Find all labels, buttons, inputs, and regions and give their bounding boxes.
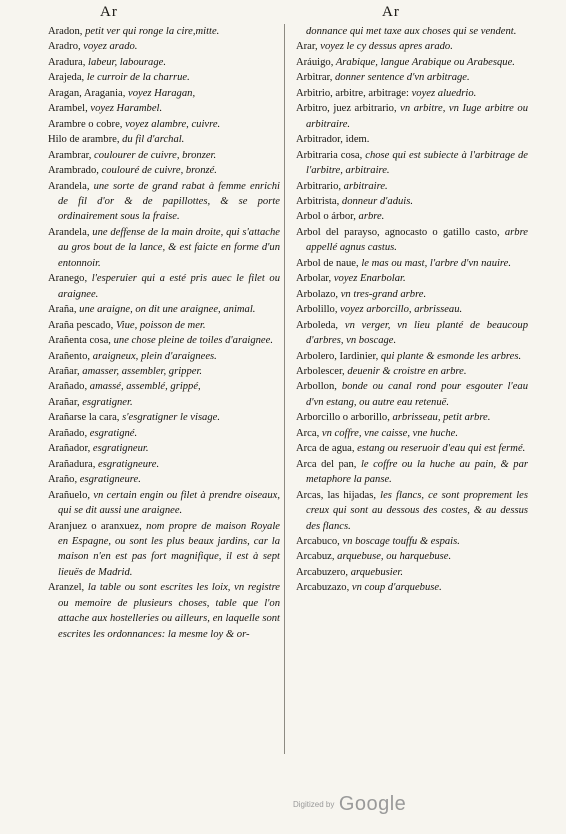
entry-definition: le coffre ou la huche au pain, & par metaphore la panse. xyxy=(306,458,528,486)
entry-headword: Araña pescado, xyxy=(48,319,114,331)
entry-definition: Arabique, langue Arabique ou Arabesque. xyxy=(333,56,515,68)
dictionary-entry xyxy=(296,534,528,549)
dictionary-entry xyxy=(48,302,280,317)
entry-headword: Arbol de naue, xyxy=(296,257,359,269)
entry-definition: arbre appellé agnus castus. xyxy=(306,226,528,254)
dictionary-entry xyxy=(296,271,528,286)
dictionary-entry xyxy=(296,55,528,70)
entry-headword: Arbitraria cosa, xyxy=(296,149,363,161)
entry-headword: Arca de agua, xyxy=(296,443,355,455)
entry-definition: vn coup d'arquebuse. xyxy=(349,582,442,594)
dictionary-entry xyxy=(296,364,528,379)
entry-headword: Arandela, xyxy=(48,180,90,192)
entry-headword: Arbitrar, xyxy=(296,72,333,84)
entry-definition: la table ou sont escrites les loix, vn registre ou memoire de plusieurs choses, table que l'on attache aux hostelleries ou ailleurs, en laquelle sont escrites les ordonnances: la mesme loy & or- xyxy=(58,582,280,640)
entry-headword: Arca del pan, xyxy=(296,458,357,470)
entry-headword: Aranjuez o aranxuez, xyxy=(48,520,142,532)
entry-headword: Arambel, xyxy=(48,103,88,115)
dictionary-entry xyxy=(48,132,280,147)
entry-headword: Arcas, las hijadas, xyxy=(296,489,377,501)
dictionary-entry xyxy=(48,117,280,132)
entry-definition: une deffense de la main droite, qui s'attache au gros bout de la lance, & est faicte en forme d'un entonnoir. xyxy=(58,226,280,269)
entry-definition: voyez Harambel. xyxy=(87,103,163,115)
dictionary-entry xyxy=(296,287,528,302)
entry-definition: arquebusier. xyxy=(348,566,403,578)
entry-headword: Aradon, xyxy=(48,26,83,37)
entry-headword: Arborcillo o arborillo, xyxy=(296,412,390,424)
dictionary-entry xyxy=(296,132,528,147)
entry-headword: Arañado, xyxy=(48,427,88,439)
entry-definition: le curroir de la charrue. xyxy=(84,72,190,84)
entry-definition: deuenir & croistre en arbre. xyxy=(344,365,467,377)
entry-headword: Arambrado, xyxy=(48,165,99,177)
dictionary-entry xyxy=(296,580,528,595)
entry-headword: Arbitrador, idem. xyxy=(296,134,370,146)
entry-headword: Aradura, xyxy=(48,56,86,68)
entry-definition: arbrisseau, petit arbre. xyxy=(389,412,491,424)
left-column xyxy=(48,24,280,642)
google-logo: Google xyxy=(338,793,407,815)
dictionary-entry xyxy=(48,519,280,581)
entry-headword: Araña, xyxy=(48,304,77,316)
dictionary-entry xyxy=(296,256,528,271)
entry-definition: petit ver qui ronge la cire,mitte. xyxy=(82,26,220,37)
entry-definition: arquebuse, ou harquebuse. xyxy=(334,551,452,563)
dictionary-entry xyxy=(48,271,280,302)
dictionary-entry xyxy=(48,395,280,410)
dictionary-entry xyxy=(48,148,280,163)
dictionary-entry xyxy=(48,379,280,394)
entry-headword: Arboleda, xyxy=(296,319,339,331)
entry-headword: Arbitrario, xyxy=(296,180,342,192)
dictionary-entry xyxy=(296,179,528,194)
entry-definition: vn coffre, vne caisse, vne huche. xyxy=(319,427,458,439)
entry-definition: estang ou reseruoir d'eau qui est fermé. xyxy=(354,443,526,455)
entry-headword: Arbitro, juez arbitrario, xyxy=(296,103,397,115)
entry-headword: Araño, xyxy=(48,474,78,486)
entry-headword: Arca, xyxy=(296,427,320,439)
entry-headword: Arañento, xyxy=(48,350,91,362)
entry-headword: Arañado, xyxy=(48,381,88,393)
dictionary-entry xyxy=(48,488,280,519)
column-divider xyxy=(284,24,285,754)
dictionary-entry xyxy=(48,441,280,456)
entry-headword: Arar, xyxy=(296,41,318,53)
dictionary-entry xyxy=(48,472,280,487)
dictionary-entry xyxy=(296,39,528,54)
entry-definition: coulouré de cuivre, bronzé. xyxy=(98,165,217,177)
entry-definition: nom propre de maison Royale en Espagne, ou sont les plus beaux jardins, car la maison n'en est pas fort magnifique, il est à sept lieuës de Madrid. xyxy=(58,520,280,578)
right-column xyxy=(296,24,528,596)
dictionary-entry xyxy=(296,86,528,101)
entry-definition: esgratigner. xyxy=(79,396,133,408)
entry-definition: arbitraire. xyxy=(341,180,388,192)
dictionary-entry xyxy=(296,70,528,85)
dictionary-entry xyxy=(48,179,280,225)
entry-definition: voyez alambre, cuivre. xyxy=(122,118,221,130)
dictionary-entry xyxy=(296,209,528,224)
dictionary-entry xyxy=(48,318,280,333)
entry-headword: Arañadura, xyxy=(48,458,96,470)
dictionary-entry xyxy=(48,70,280,85)
entry-definition: bonde ou canal rond pour esgouter l'eau d'vn estang, ou autre eau retenuë. xyxy=(306,381,528,408)
digitized-by-text: Digitized by xyxy=(293,800,335,809)
entry-headword: Arbolazo, xyxy=(296,288,339,300)
dictionary-entry xyxy=(296,148,528,179)
entry-definition: esgratigneur. xyxy=(90,443,149,455)
entry-headword: Arambre o cobre, xyxy=(48,118,123,130)
entry-definition: voyez arado. xyxy=(80,41,138,53)
dictionary-entry xyxy=(48,457,280,472)
entry-definition: chose qui est subiecte à l'arbitrage de l'arbitre, arbitraire. xyxy=(306,149,528,177)
entry-headword: Arbol o árbor, xyxy=(296,211,356,223)
dictionary-entry xyxy=(296,225,528,256)
running-head-right: Ar xyxy=(382,4,400,20)
entry-headword: Arbitrista, xyxy=(296,195,340,207)
entry-headword: Aranego, xyxy=(48,273,88,285)
entry-definition: voyez Enarbolar. xyxy=(331,273,406,285)
google-watermark xyxy=(293,793,406,816)
dictionary-entry xyxy=(48,410,280,425)
entry-definition: amasser, assembler, gripper. xyxy=(79,365,203,377)
entry-definition: labeur, labourage. xyxy=(85,56,166,68)
entry-headword: Arbolescer, xyxy=(296,365,345,377)
entry-headword: Arañenta cosa, xyxy=(48,335,111,347)
entry-definition: arbre. xyxy=(355,211,385,223)
entry-definition: amassé, assemblé, grippé, xyxy=(87,381,201,393)
entry-headword: Arbollon, xyxy=(296,381,337,393)
entry-headword: Hilo de arambre, xyxy=(48,134,120,146)
dictionary-entry xyxy=(296,457,528,488)
dictionary-entry xyxy=(296,441,528,456)
entry-headword: Arbolar, xyxy=(296,273,332,285)
dictionary-entry xyxy=(296,565,528,580)
entry-headword: Arcabuzero, xyxy=(296,566,349,578)
dictionary-entry xyxy=(296,101,528,132)
dictionary-entry xyxy=(48,39,280,54)
dictionary-entry xyxy=(48,101,280,116)
entry-definition: esgratigneure. xyxy=(77,474,141,486)
entry-definition: du fil d'archal. xyxy=(119,134,185,146)
entry-definition: l'esperuier qui a esté pris auec le filet ou araignee. xyxy=(58,273,280,300)
dictionary-entry xyxy=(296,379,528,410)
entry-headword: Arañuelo, xyxy=(48,489,91,501)
dictionary-entry xyxy=(48,86,280,101)
dictionary-entry xyxy=(296,302,528,317)
entry-headword: Aranzel, xyxy=(48,582,85,594)
dictionary-entry xyxy=(296,349,528,364)
entry-definition: esgratigné. xyxy=(87,427,138,439)
entry-definition: coulourer de cuivre, bronzer. xyxy=(91,149,217,161)
entry-definition: araigneux, plein d'araignees. xyxy=(90,350,217,362)
entry-headword: Arandela, xyxy=(48,226,90,238)
entry-headword: Aráuigo, xyxy=(296,56,334,68)
entry-headword: Arcabuzazo, xyxy=(296,582,350,594)
dictionary-entry xyxy=(296,24,528,39)
entry-definition: vn arbitre, vn Iuge arbitre ou arbitraire. xyxy=(306,103,528,130)
dictionary-entry xyxy=(48,55,280,70)
entry-definition: donneur d'aduis. xyxy=(339,195,414,207)
entry-headword: Arbol del parayso, agnocasto o gatillo casto, xyxy=(296,226,500,238)
dictionary-entry xyxy=(48,24,280,39)
dictionary-entry xyxy=(296,410,528,425)
dictionary-entry xyxy=(296,426,528,441)
dictionary-entry xyxy=(48,580,280,642)
entry-definition: esgratigneure. xyxy=(95,458,160,470)
entry-definition: donner sentence d'vn arbitrage. xyxy=(332,72,470,84)
dictionary-entry xyxy=(48,225,280,271)
entry-headword: Arcabuz, xyxy=(296,551,335,563)
entry-definition: le mas ou mast, l'arbre d'vn nauire. xyxy=(358,257,512,269)
entry-definition: une araigne, on dit une araignee, animal. xyxy=(76,304,256,316)
entry-headword: Arcabuco, xyxy=(296,535,340,547)
running-head-left: Ar xyxy=(100,4,118,20)
entry-definition: voyez le cy dessus apres arado. xyxy=(317,41,453,53)
entry-headword: Arajeda, xyxy=(48,72,85,84)
dictionary-entry xyxy=(48,426,280,441)
entry-headword: Aragan, Aragania, xyxy=(48,87,126,99)
entry-definition: une sorte de grand rabat à femme enrichi de fil d'or & de papillottes, & se porte ordinairement sous la fraise. xyxy=(58,180,280,223)
entry-headword: Arañar, xyxy=(48,396,80,408)
dictionary-entry xyxy=(48,364,280,379)
entry-definition: voyez Haragan, xyxy=(125,87,196,99)
entry-definition: une chose pleine de toiles d'araignee. xyxy=(110,335,273,347)
entry-definition: qui plante & esmonde les arbres. xyxy=(378,350,522,362)
entry-headword: Aradro, xyxy=(48,41,81,53)
entry-definition: voyez arborcillo, arbrisseau. xyxy=(337,304,463,316)
entry-headword: Arañar, xyxy=(48,365,80,377)
entry-definition: Viue, poisson de mer. xyxy=(113,319,206,331)
dictionary-entry xyxy=(48,163,280,178)
entry-definition: s'esgratigner le visage. xyxy=(119,412,221,424)
entry-definition: vn certain engin ou filet à prendre oiseaux, qui se dit aussi une araignee. xyxy=(58,489,280,517)
entry-definition: vn tres-grand arbre. xyxy=(338,288,427,300)
entry-headword: Arañador, xyxy=(48,443,91,455)
dictionary-entry xyxy=(296,488,528,534)
dictionary-entry xyxy=(48,333,280,348)
entry-definition: les flancs, ce sont proprement les creux qui sont au dessous des costes, & au dessus des flancs. xyxy=(306,489,528,532)
dictionary-entry xyxy=(296,194,528,209)
entry-definition: donnance qui met taxe aux choses qui se vendent. xyxy=(306,26,517,37)
dictionary-entry xyxy=(48,349,280,364)
dictionary-entry xyxy=(296,318,528,349)
entry-headword: Arbitrio, arbitre, arbitrage: xyxy=(296,87,409,99)
entry-headword: Arbolero, Iardinier, xyxy=(296,350,379,362)
entry-headword: Arañarse la cara, xyxy=(48,412,120,424)
entry-definition: vn boscage touffu & espais. xyxy=(339,535,460,547)
entry-headword: Arambrar, xyxy=(48,149,92,161)
dictionary-entry xyxy=(296,549,528,564)
entry-definition: voyez aluedrio. xyxy=(408,87,477,99)
entry-definition: vn verger, vn lieu planté de beaucoup d'arbres, vn boscage. xyxy=(306,319,528,347)
entry-headword: Arbolillo, xyxy=(296,304,338,316)
